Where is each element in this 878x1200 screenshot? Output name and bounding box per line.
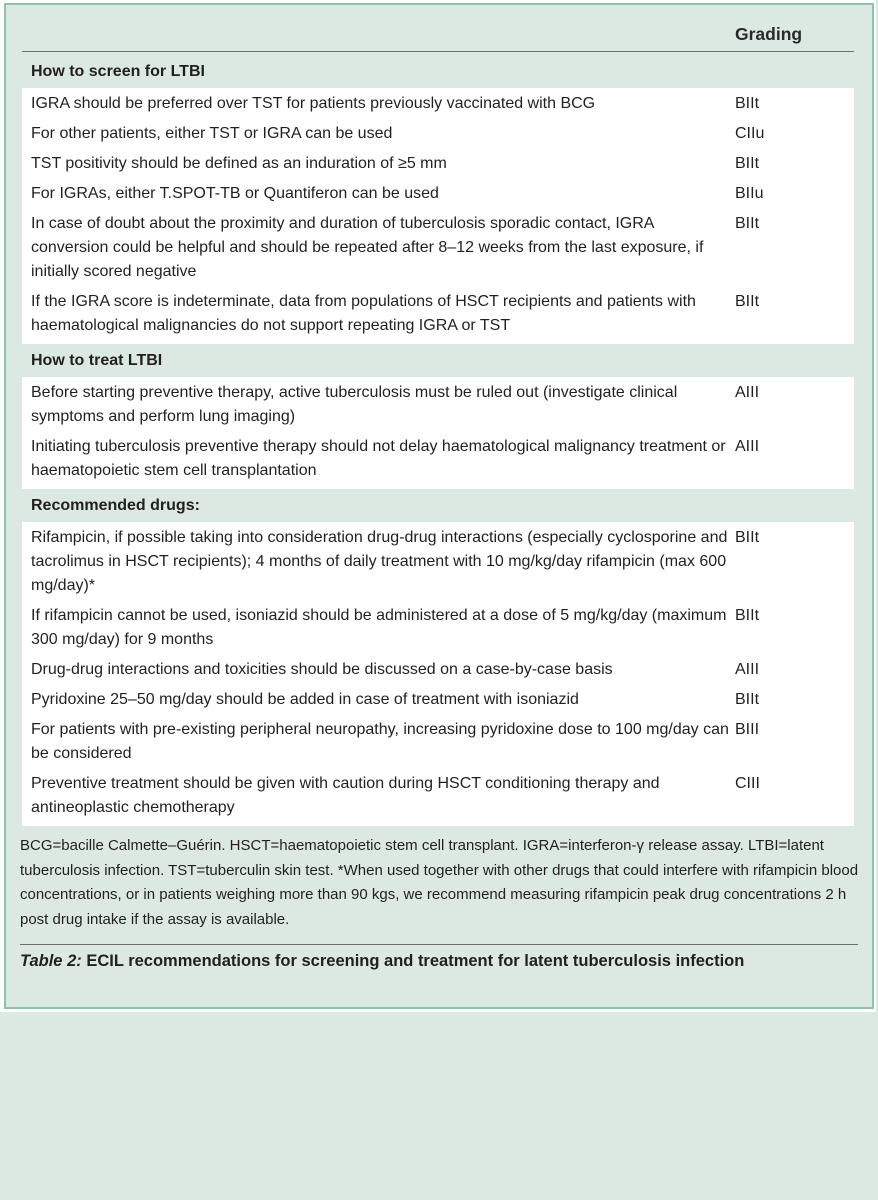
section-title-screen: How to screen for LTBI bbox=[31, 63, 205, 80]
section-rows-treat bbox=[22, 377, 854, 489]
table-row bbox=[22, 209, 854, 287]
recommendation-text: Pyridoxine 25–50 mg/day should be added in case of treatment with isoniazid bbox=[31, 691, 579, 708]
grading-value: AIII bbox=[735, 661, 760, 678]
grading-value: BIIt bbox=[735, 607, 760, 624]
section-rows-screen bbox=[22, 88, 854, 344]
grading-value: BIIt bbox=[735, 215, 760, 232]
table-row bbox=[22, 89, 854, 119]
recommendation-text: Preventive treatment should be given with caution during HSCT conditioning therapy and antineoplastic chemotherapy bbox=[31, 775, 660, 816]
recommendation-text: Rifampicin, if possible taking into consideration drug-drug interactions (especially cyclosporine and tacrolimus in HSCT recipients); 4 months of daily treatment with 10 mg/kg/day rifampicin (max 600 mg/day)* bbox=[31, 529, 728, 594]
grading-value: AIII bbox=[735, 384, 760, 401]
grading-value: CIII bbox=[735, 775, 760, 792]
grading-value: BIIt bbox=[735, 95, 760, 112]
grading-value: BIIu bbox=[735, 185, 764, 202]
section-title-treat: How to treat LTBI bbox=[31, 352, 163, 369]
table-row bbox=[22, 179, 854, 209]
recommendation-text: If the IGRA score is indeterminate, data from populations of HSCT recipients and patients with haematological malignancies do not support repeating IGRA or TST bbox=[31, 293, 696, 334]
table-row bbox=[22, 432, 854, 486]
table-row bbox=[22, 715, 854, 769]
table-row bbox=[22, 119, 854, 149]
section-rows-drugs bbox=[22, 522, 854, 826]
grading-value: AIII bbox=[735, 438, 760, 455]
grading-value: BIIt bbox=[735, 155, 760, 172]
table-row bbox=[22, 769, 854, 823]
table-row bbox=[22, 378, 854, 432]
table-row bbox=[22, 149, 854, 179]
recommendation-text: In case of doubt about the proximity and duration of tuberculosis sporadic contact, IGRA conversion could be helpful and should be repeated after 8–12 weeks from the last exposure, if initially scored negative bbox=[31, 215, 704, 280]
table-row bbox=[22, 655, 854, 685]
table-header bbox=[22, 5, 854, 52]
caption-label: Table 2: bbox=[20, 952, 82, 970]
table-row bbox=[22, 523, 854, 601]
grading-value: BIIt bbox=[735, 691, 760, 708]
grading-value: BIIt bbox=[735, 529, 760, 546]
section-title-drugs: Recommended drugs: bbox=[31, 497, 200, 514]
recommendation-text: For other patients, either TST or IGRA can be used bbox=[31, 125, 393, 142]
recommendation-text: For IGRAs, either T.SPOT-TB or Quantiferon can be used bbox=[31, 185, 439, 202]
recommendation-text: IGRA should be preferred over TST for patients previously vaccinated with BCG bbox=[31, 95, 596, 112]
recommendation-text: Initiating tuberculosis preventive therapy should not delay haematological malignancy treatment or haematopoietic stem cell transplantation bbox=[31, 438, 726, 479]
table-footnote: BCG=bacille Calmette–Guérin. HSCT=haematopoietic stem cell transplant. IGRA=interferon-γ release assay. LTBI=latent tuberculosis infection. TST=tuberculin skin test. *When used together with other drugs that could interfere with rifampicin blood concentrations, or in patients weighing more than 90 kgs, we recommend measuring rifampicin peak drug concentrations 2 h post drug intake if the assay is available. bbox=[20, 837, 859, 928]
grading-value: BIIt bbox=[735, 293, 760, 310]
table-row bbox=[22, 685, 854, 715]
recommendation-text: If rifampicin cannot be used, isoniazid should be administered at a dose of 5 mg/kg/day (maximum 300 mg/day) for 9 months bbox=[31, 607, 727, 648]
caption-text: ECIL recommendations for screening and treatment for latent tuberculosis infection bbox=[81, 952, 745, 970]
table-row bbox=[22, 287, 854, 341]
grading-value: CIIu bbox=[735, 125, 765, 142]
recommendation-text: For patients with pre-existing peripheral neuropathy, increasing pyridoxine dose to 100 mg/day can be considered bbox=[31, 721, 729, 762]
recommendation-text: Drug-drug interactions and toxicities should be discussed on a case-by-case basis bbox=[31, 661, 613, 678]
recommendation-text: Before starting preventive therapy, active tuberculosis must be ruled out (investigate clinical symptoms and perform lung imaging) bbox=[31, 384, 678, 425]
table-card bbox=[4, 3, 874, 1009]
table-caption bbox=[20, 952, 854, 971]
grading-column-header: Grading bbox=[735, 24, 803, 44]
recommendation-text: TST positivity should be defined as an induration of ≥5 mm bbox=[31, 155, 447, 172]
caption-divider bbox=[20, 944, 858, 945]
grading-value: BIII bbox=[735, 721, 760, 738]
recommendations-table bbox=[20, 5, 859, 971]
table-row bbox=[22, 601, 854, 655]
